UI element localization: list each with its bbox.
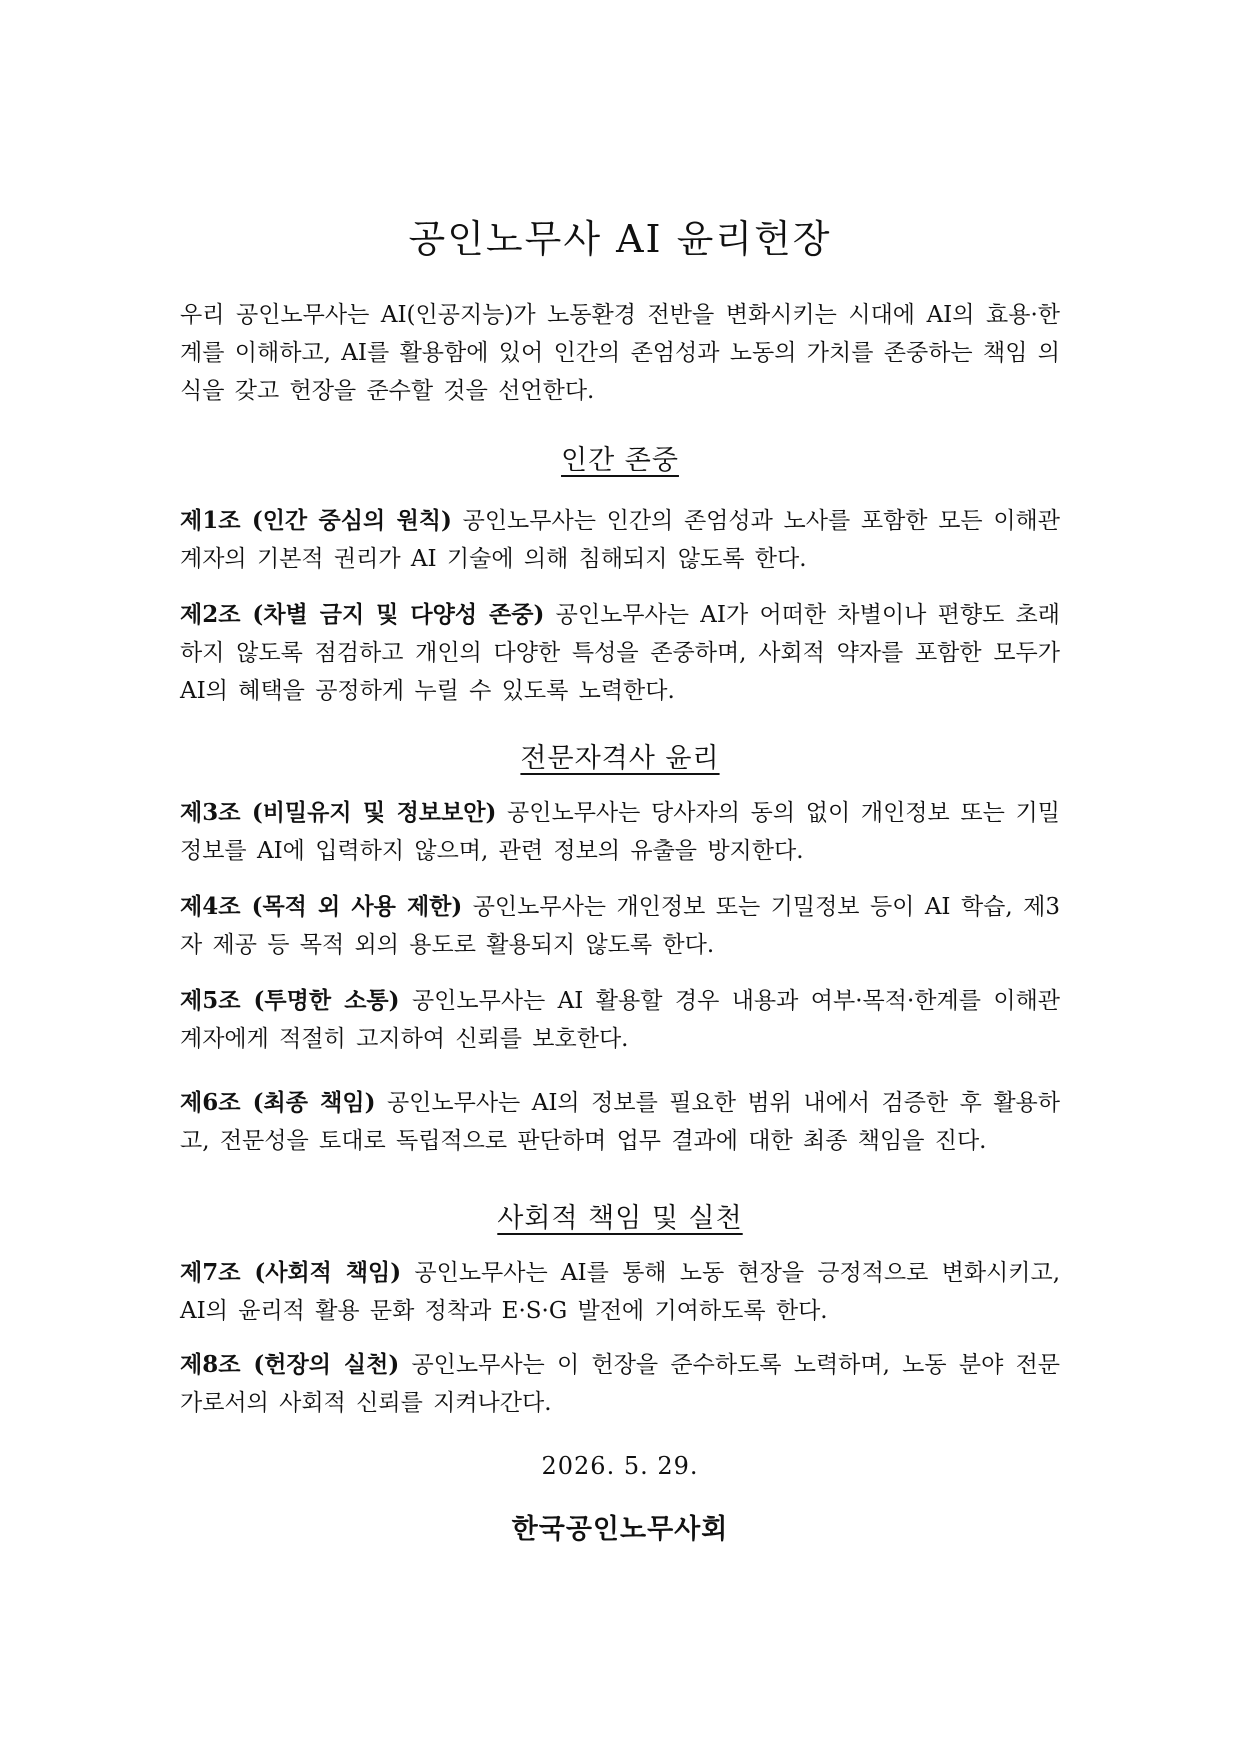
article-4 [180,888,1060,964]
section-heading-social-responsibility [0,1196,1240,1235]
article-1-body: 공인노무사는 인간의 존엄성과 노사를 포함한 모든 이해관계자의 기본적 권리가 AI 기술에 의해 침해되지 않도록 한다. [180,508,1060,572]
article-5 [180,982,1060,1058]
article-7 [180,1254,1060,1330]
document-title: 공인노무사 AI 윤리헌장 [408,217,832,261]
article-2 [180,596,1060,710]
article-6-title: 제6조 (최종 책임) [180,1089,376,1116]
article-4-body: 공인노무사는 개인정보 또는 기밀정보 등이 AI 학습, 제3자 제공 등 목적 외의 용도로 활용되지 않도록 한다. [180,894,1060,958]
document-date: 2026. 5. 29. [541,1452,699,1480]
article-3 [180,794,1060,870]
article-8-title: 제8조 (헌장의 실천) [180,1351,400,1378]
article-4-title: 제4조 (목적 외 사용 제한) [180,893,463,920]
article-2-body: 공인노무사는 AI가 어떠한 차별이나 편향도 초래하지 않도록 점검하고 개인의 다양한 특성을 존중하며, 사회적 약자를 포함한 모두가 AI의 혜택을 공정하게 누릴 수 있도록 노력한다. [180,602,1060,704]
section-heading-text: 사회적 책임 및 실천 [497,1203,743,1234]
article-2-title: 제2조 (차별 금지 및 다양성 존중) [180,601,545,628]
issuing-organization: 한국공인노무사회 [511,1514,729,1545]
article-3-body: 공인노무사는 당사자의 동의 없이 개인정보 또는 기밀정보를 AI에 입력하지 않으며, 관련 정보의 유출을 방지한다. [180,800,1060,864]
article-6 [180,1084,1060,1160]
article-7-body: 공인노무사는 AI를 통해 노동 현장을 긍정적으로 변화시키고, AI의 윤리적 활용 문화 정착과 E·S·G 발전에 기여하도록 한다. [180,1260,1061,1324]
preamble-paragraph: 우리 공인노무사는 AI(인공지능)가 노동환경 전반을 변화시키는 시대에 AI의 효용·한계를 이해하고, AI를 활용함에 있어 인간의 존엄성과 노동의 가치를 존중하는 책임 의식을 갖고 헌장을 준수할 것을 선언한다. [180,302,1060,404]
article-1-title: 제1조 (인간 중심의 원칙) [180,507,452,534]
article-8 [180,1346,1060,1422]
section-heading-professional-ethics [0,736,1240,775]
section-heading-text: 전문자격사 윤리 [520,743,720,774]
article-5-body: 공인노무사는 AI 활용할 경우 내용과 여부·목적·한계를 이해관계자에게 적절히 고지하여 신뢰를 보호한다. [180,988,1060,1052]
article-1 [180,502,1060,578]
article-6-body: 공인노무사는 AI의 정보를 필요한 범위 내에서 검증한 후 활용하고, 전문성을 토대로 독립적으로 판단하며 업무 결과에 대한 최종 책임을 진다. [180,1090,1060,1154]
section-heading-text: 인간 존중 [561,445,679,476]
article-8-body: 공인노무사는 이 헌장을 준수하도록 노력하며, 노동 분야 전문가로서의 사회적 신뢰를 지켜나간다. [180,1352,1061,1416]
article-3-title: 제3조 (비밀유지 및 정보보안) [180,799,497,826]
article-7-title: 제7조 (사회적 책임) [180,1259,402,1286]
article-5-title: 제5조 (투명한 소통) [180,987,400,1014]
section-heading-human-respect [0,438,1240,477]
